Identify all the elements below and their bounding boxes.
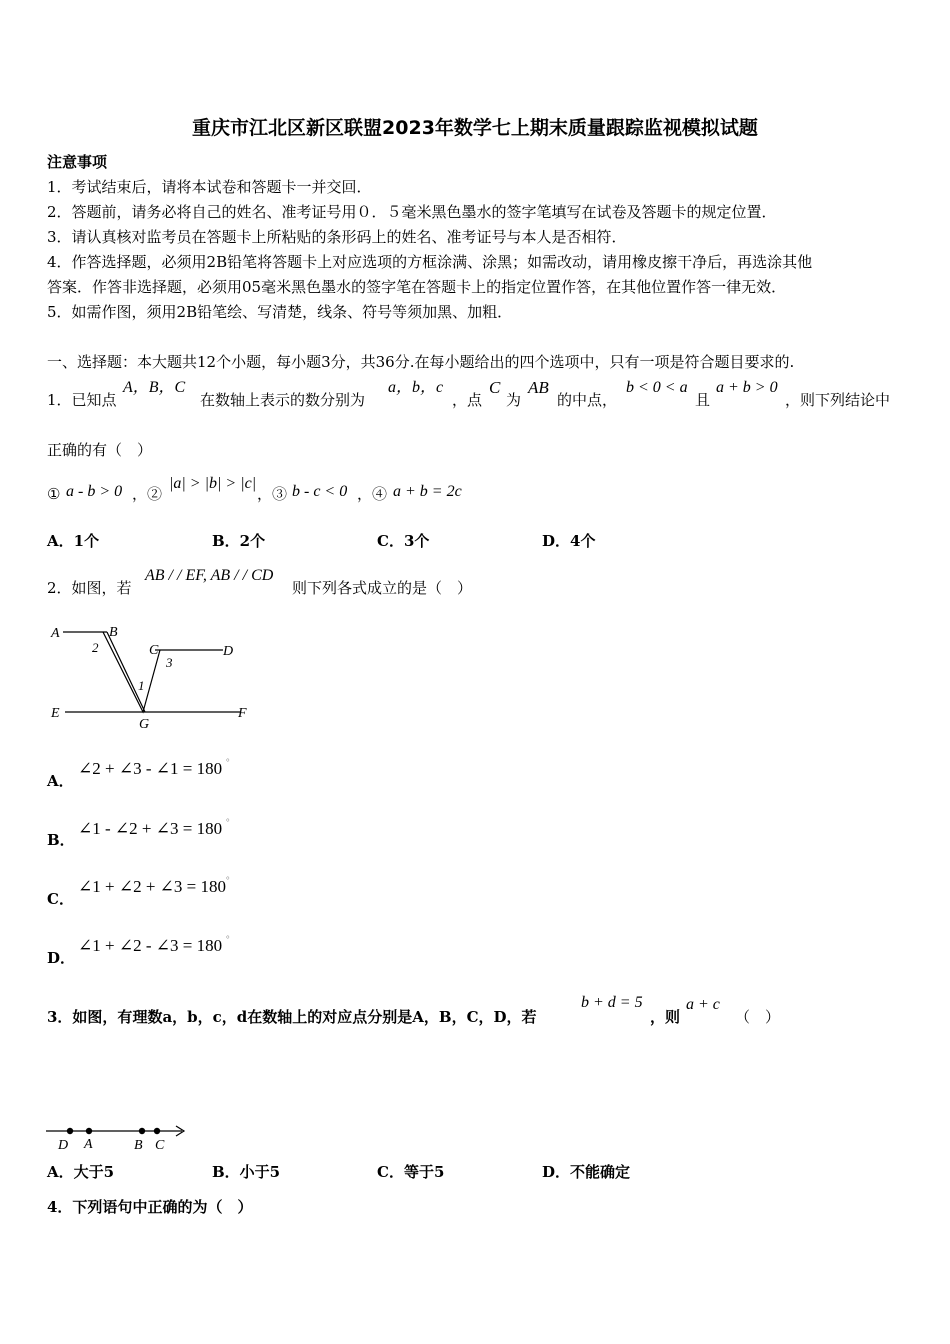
q2-option-expr: ∠2 + ∠3 - ∠1 = 180 bbox=[78, 759, 223, 778]
q2-option-expr: ∠1 + ∠2 + ∠3 = 180 bbox=[78, 877, 226, 896]
q1-text: 的中点， bbox=[557, 391, 618, 409]
q1-text: 正确的有（ ） bbox=[47, 441, 153, 459]
question-4: 4．下列语句中正确的为（ ） bbox=[47, 1198, 253, 1216]
q2-text: 2．如图，若 bbox=[47, 579, 132, 597]
fig-label-d: D bbox=[223, 644, 234, 659]
q2-math: AB / / EF, AB / / CD bbox=[145, 567, 274, 584]
q1-math: a + b > 0 bbox=[716, 379, 778, 396]
page-title: 重庆市江北区新区联盟2023年数学七上期末质量跟踪监视模拟试题 bbox=[192, 117, 758, 139]
fig-angle-2: 2 bbox=[92, 640, 99, 655]
nl-label-a: A bbox=[84, 1137, 93, 1152]
q1-option-d[interactable]: D．4个 bbox=[542, 532, 596, 550]
q1-text: 且 bbox=[695, 391, 711, 409]
q3-option-d[interactable]: D．不能确定 bbox=[542, 1163, 631, 1181]
fig-angle-3: 3 bbox=[166, 655, 173, 670]
fig-label-f: F bbox=[238, 706, 247, 721]
degree-sign: ° bbox=[226, 875, 230, 885]
q1-text: 为 bbox=[506, 391, 522, 409]
q3-option-b[interactable]: B．小于5 bbox=[212, 1163, 281, 1181]
q3-text: 3．如图，有理数a，b，c，d在数轴上的对应点分别是A，B，C，D，若 bbox=[47, 1008, 537, 1026]
q1-math: C bbox=[489, 378, 501, 397]
q1-expr: a - b > 0 bbox=[66, 483, 123, 500]
section-heading: 一、选择题：本大题共12个小题，每小题3分，共36分.在每小题给出的四个选项中，只有一项是符合题目要求的. bbox=[47, 353, 795, 371]
q2-option-letter: C． bbox=[47, 890, 74, 908]
q1-math: A，B，C bbox=[123, 379, 186, 396]
q1-option-a[interactable]: A．1个 bbox=[47, 532, 100, 550]
fig-label-g: G bbox=[139, 717, 150, 730]
q1-choice-marker: ，③ bbox=[257, 485, 288, 503]
q3-math: b + d = 5 bbox=[581, 994, 643, 1011]
notes-item: 1．考试结束后，请将本试卷和答题卡一并交回． bbox=[47, 178, 372, 196]
q2-option-expr: ∠1 - ∠2 + ∠3 = 180 bbox=[78, 819, 223, 838]
q1-option-c[interactable]: C．3个 bbox=[377, 532, 430, 550]
q3-text: （ ） bbox=[735, 1008, 781, 1026]
parallel-lines-figure bbox=[45, 618, 265, 730]
q2-option-expr: ∠1 + ∠2 - ∠3 = 180 bbox=[78, 936, 223, 955]
notes-item: 5．如需作图，须用2B铅笔绘、写清楚，线条、符号等须加黑、加粗． bbox=[47, 303, 513, 321]
q1-choice-marker: ① bbox=[47, 485, 61, 503]
fig-label-c: C bbox=[149, 643, 159, 658]
q1-text: ，点 bbox=[452, 391, 483, 409]
q1-text: ，则下列结论中 bbox=[785, 391, 891, 409]
nl-label-b: B bbox=[134, 1138, 143, 1153]
number-line-figure bbox=[44, 1120, 194, 1154]
nl-label-d: D bbox=[58, 1138, 69, 1153]
q1-choice-marker: ，② bbox=[132, 485, 163, 503]
q2-option-letter: D． bbox=[47, 949, 76, 967]
q2-option-letter: B． bbox=[47, 831, 75, 849]
degree-sign: ° bbox=[226, 757, 230, 767]
q1-math: AB bbox=[528, 378, 549, 397]
q2-option-letter: A． bbox=[47, 772, 74, 790]
nl-label-c: C bbox=[155, 1138, 165, 1153]
fig-label-b: B bbox=[109, 625, 118, 640]
fig-label-a: A bbox=[51, 626, 60, 641]
q1-option-b[interactable]: B．2个 bbox=[212, 532, 266, 550]
fig-label-e: E bbox=[51, 706, 60, 721]
q2-text: 则下列各式成立的是（ ） bbox=[292, 579, 473, 597]
notes-item: 4．作答选择题，必须用2B铅笔将答题卡上对应选项的方框涂满、涂黑；如需改动，请用橡皮擦干净后，再选涂其他 bbox=[47, 253, 813, 271]
q3-option-a[interactable]: A．大于5 bbox=[47, 1163, 115, 1181]
q1-expr: a + b = 2c bbox=[393, 483, 462, 500]
q1-text: 1．已知点 bbox=[47, 391, 117, 409]
degree-sign: ° bbox=[226, 934, 230, 944]
q1-expr: |a| > |b| > |c| bbox=[169, 475, 257, 492]
notes-heading: 注意事项 bbox=[47, 153, 108, 171]
q1-math: a，b，c bbox=[388, 379, 444, 396]
q1-text: 在数轴上表示的数分别为 bbox=[200, 391, 366, 409]
notes-item: 3．请认真核对监考员在答题卡上所粘贴的条形码上的姓名、准考证号与本人是否相符． bbox=[47, 228, 627, 246]
q1-expr: b - c < 0 bbox=[292, 483, 348, 500]
q1-choice-marker: ，④ bbox=[357, 485, 388, 503]
q3-text: ，则 bbox=[650, 1008, 681, 1026]
notes-item: 答案．作答非选择题，必须用05毫米黑色墨水的签字笔在答题卡上的指定位置作答，在其他位置作答一律无效． bbox=[47, 278, 787, 296]
q1-math: b < 0 < a bbox=[626, 379, 688, 396]
q3-option-c[interactable]: C．等于5 bbox=[377, 1163, 445, 1181]
fig-angle-1: 1 bbox=[138, 678, 145, 693]
degree-sign: ° bbox=[226, 817, 230, 827]
notes-item: 2．答题前，请务必将自己的姓名、准考证号用０．５毫米黑色墨水的签字笔填写在试卷及答题卡的规定位置． bbox=[47, 203, 777, 221]
q3-math: a + c bbox=[686, 996, 720, 1013]
